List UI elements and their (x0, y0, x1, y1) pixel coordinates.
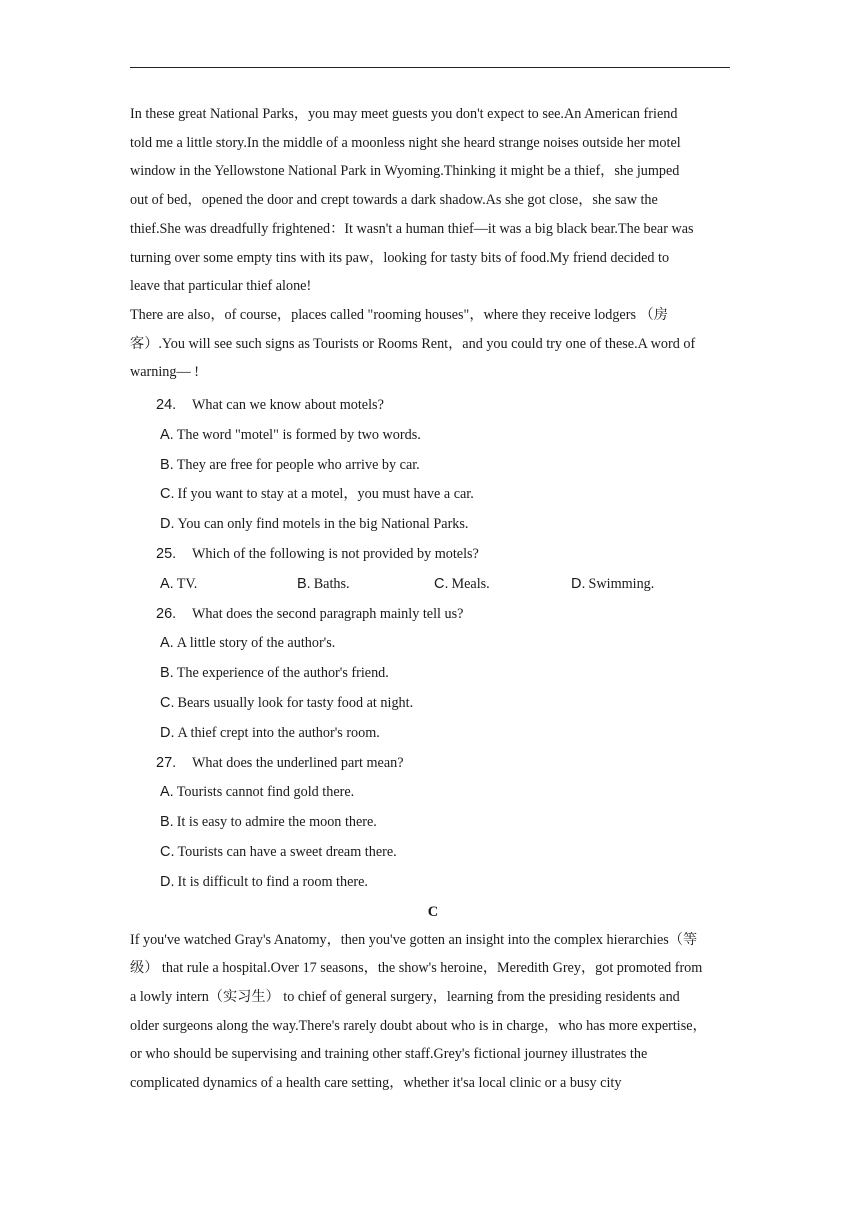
option-letter: B. (160, 665, 174, 682)
option-d[interactable] (130, 719, 736, 749)
option-text: You can only find motels in the big National Parks. (177, 516, 469, 533)
option-text: The word "motel" is formed by two words. (176, 426, 421, 443)
paragraph-rooming-houses (130, 301, 736, 387)
option-text: If you want to stay at a motel，you must have a car. (177, 486, 474, 503)
option-letter: B. (297, 575, 311, 592)
option-text: Baths. (313, 575, 350, 592)
option-letter: A. (160, 426, 174, 443)
option-b[interactable] (130, 451, 736, 481)
option-text: They are free for people who arrive by car. (176, 456, 420, 473)
option-a[interactable] (130, 629, 736, 659)
option-c[interactable] (130, 689, 736, 719)
paragraph-line: or who should be supervising and training other staff.Grey's fictional journey illustrates the (130, 1046, 648, 1063)
option-text: It is difficult to find a room there. (177, 873, 368, 890)
question-26 (130, 600, 736, 749)
paragraph-line: If you've watched Gray's Anatomy，then you've gotten an insight into the complex hierarchies（等 (130, 931, 698, 948)
question-text: Which of the following is not provided by motels? (192, 546, 479, 563)
section-title-c: C (427, 903, 439, 920)
paragraph-line: older surgeons along the way.There's rarely doubt about who is in charge，who has more expertise， (130, 1017, 707, 1034)
question-list (130, 391, 736, 898)
option-b[interactable] (130, 808, 736, 838)
question-stem (130, 540, 736, 570)
paragraph-bears (130, 100, 736, 301)
option-c[interactable] (130, 480, 736, 510)
option-b[interactable] (130, 659, 736, 689)
paragraph-greys-anatomy (130, 926, 736, 1098)
option-b[interactable] (297, 570, 434, 600)
option-a[interactable] (160, 570, 297, 600)
question-text: What does the second paragraph mainly tell us? (192, 605, 464, 622)
paragraph-line: In these great National Parks，you may meet guests you don't expect to see.An American friend (130, 106, 678, 122)
question-number: 27. (156, 754, 177, 771)
paragraph-line: complicated dynamics of a health care setting，whether it'sa local clinic or a busy city (130, 1075, 622, 1092)
option-letter: C. (160, 843, 175, 860)
option-text: TV. (176, 575, 198, 592)
question-stem (130, 749, 736, 779)
option-a[interactable] (130, 778, 736, 808)
paragraph-line: window in the Yellowstone National Park in Wyoming.Thinking it might be a thief，she jumped (130, 163, 680, 180)
option-row (130, 570, 736, 600)
question-number: 25. (156, 546, 177, 563)
option-letter: A. (160, 635, 174, 652)
page-content (130, 100, 736, 1098)
question-stem (130, 391, 736, 421)
option-letter: B. (160, 456, 174, 473)
paragraph-line: There are also，of course，places called "rooming houses"，where they receive lodgers （房 (130, 306, 668, 323)
question-stem (130, 600, 736, 630)
question-text: What does the underlined part mean? (192, 754, 404, 771)
option-letter: D. (160, 724, 175, 741)
option-letter: A. (160, 784, 174, 801)
option-text: A little story of the author's. (176, 635, 336, 652)
option-text: Swimming. (588, 575, 655, 592)
option-c[interactable] (130, 838, 736, 868)
option-text: It is easy to admire the moon there. (176, 814, 377, 831)
option-letter: B. (160, 814, 174, 831)
option-letter: A. (160, 575, 174, 592)
question-25 (130, 540, 736, 600)
option-d[interactable] (571, 570, 708, 600)
option-d[interactable] (130, 510, 736, 540)
option-d[interactable] (130, 868, 736, 898)
question-text: What can we know about motels? (192, 397, 384, 414)
option-text: The experience of the author's friend. (176, 665, 389, 682)
paragraph-line: 客）.You will see such signs as Tourists or Rooms Rent，and you could try one of these.A word of (130, 335, 696, 352)
option-letter: C. (160, 695, 175, 711)
question-27 (130, 749, 736, 898)
option-letter: C. (434, 575, 449, 592)
paragraph-line: 级） that rule a hospital.Over 17 seasons，the show's heroine，Meredith Grey，got promoted from (130, 960, 703, 977)
paragraph-line: told me a little story.In the middle of a moonless night she heard strange noises outside her motel (130, 134, 681, 151)
option-text: Meals. (451, 575, 490, 592)
option-letter: D. (160, 516, 175, 533)
header-rule (130, 67, 730, 68)
paragraph-line: out of bed，opened the door and crept towards a dark shadow.As she got close，she saw the (130, 192, 658, 209)
question-number: 26. (156, 605, 177, 622)
option-letter: D. (160, 873, 175, 890)
option-letter: D. (571, 575, 586, 592)
option-text: A thief crept into the author's room. (177, 724, 380, 741)
paragraph-line: warning— ! (130, 364, 199, 381)
paragraph-line: a lowly intern（实习生） to chief of general surgery，learning from the presiding residents and (130, 988, 680, 1005)
option-c[interactable] (434, 570, 571, 600)
option-letter: C. (160, 486, 175, 503)
paragraph-line: turning over some empty tins with its paw，looking for tasty bits of food.My friend decided to (130, 249, 670, 266)
paragraph-line: leave that particular thief alone! (130, 278, 312, 295)
paragraph-line: thief.She was dreadfully frightened：It wasn't a human thief—it was a big black bear.The bear was (130, 220, 694, 237)
option-text: Tourists cannot find gold there. (176, 784, 355, 801)
option-text: Bears usually look for tasty food at night. (177, 695, 414, 711)
question-number: 24. (156, 397, 177, 414)
question-24 (130, 391, 736, 540)
option-text: Tourists can have a sweet dream there. (177, 843, 397, 860)
option-a[interactable] (130, 421, 736, 451)
